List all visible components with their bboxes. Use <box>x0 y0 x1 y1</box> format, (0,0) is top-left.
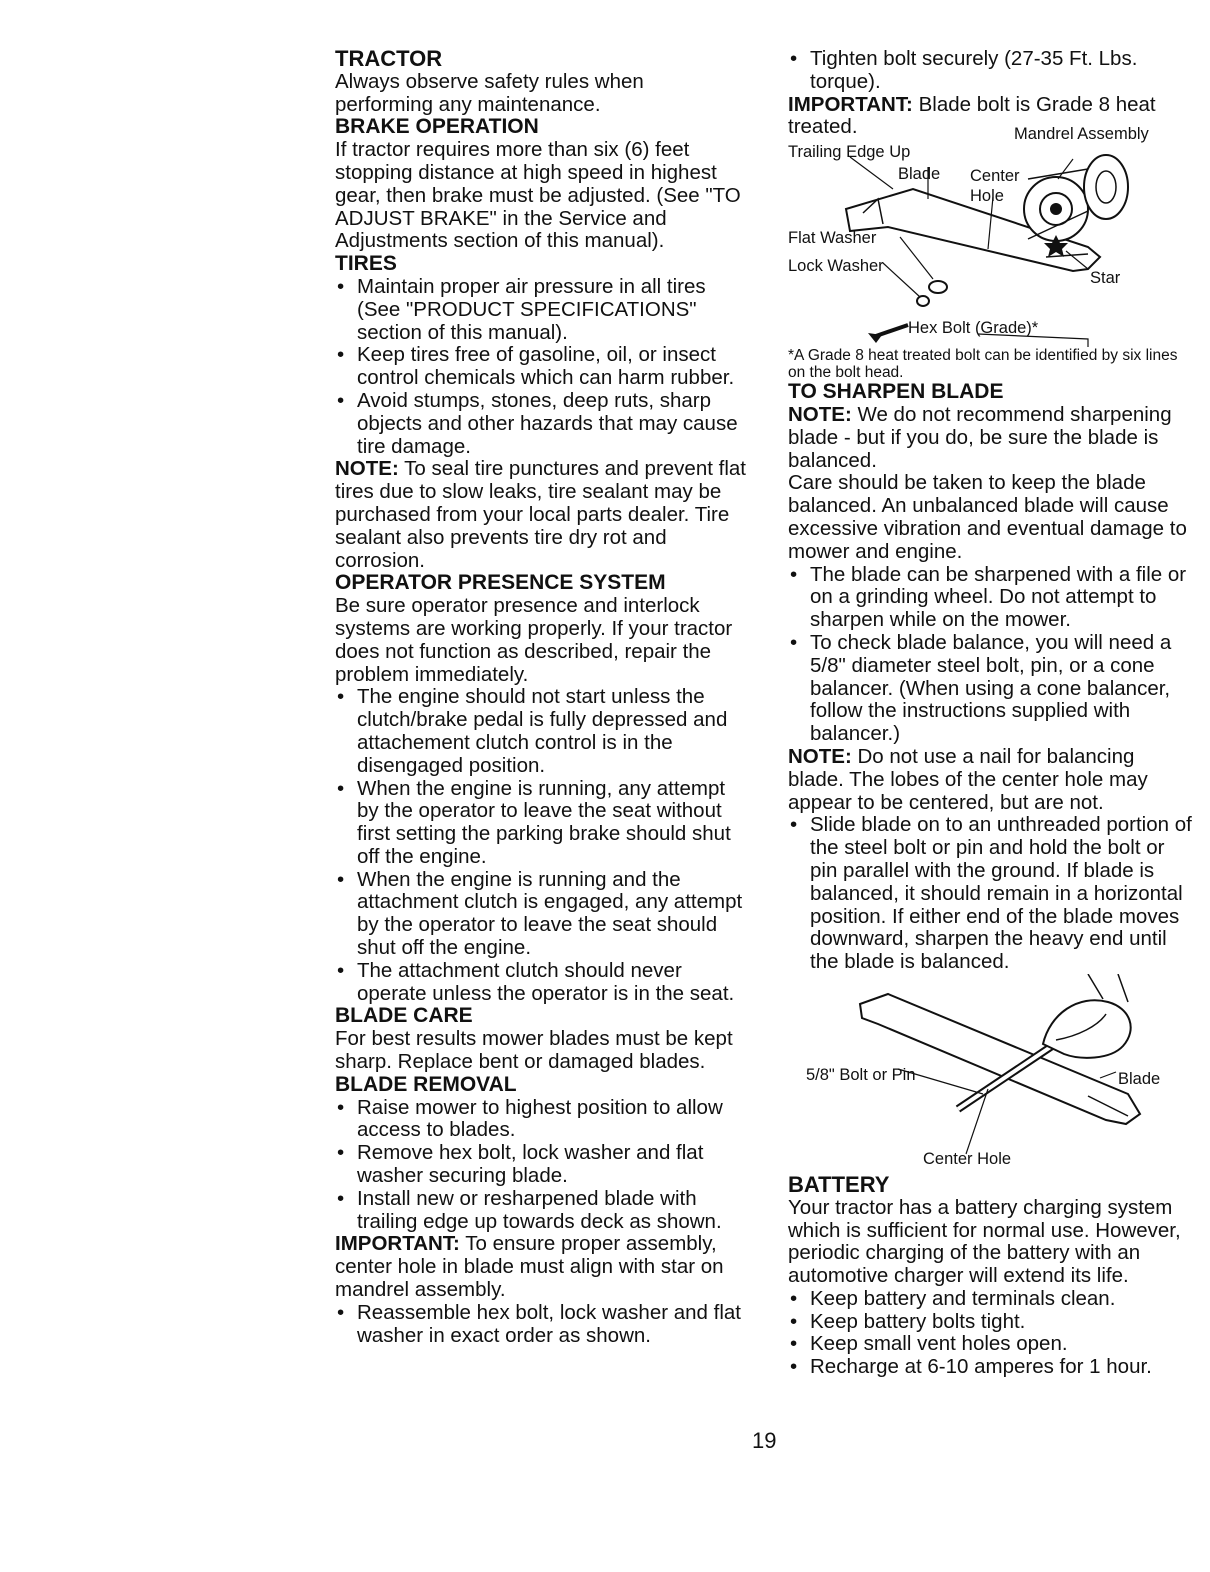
tires-note <box>335 458 747 572</box>
flat-washer-label: Flat Washer <box>788 229 877 248</box>
hole-label: Hole <box>970 187 1004 206</box>
list-item: • Maintain proper air pressure in all tires (See "PRODUCT SPECIFICATIONS" section of this manual). <box>335 276 747 344</box>
blade-assembly-figure <box>788 125 1193 347</box>
left-column <box>335 48 747 1347</box>
tighten-list <box>788 48 1193 94</box>
bolt-or-pin-label: 5/8" Bolt or Pin <box>806 1065 916 1084</box>
lock-washer-label: Lock Washer <box>788 257 884 276</box>
note-label: NOTE: <box>788 402 852 426</box>
battery-list <box>788 1288 1193 1379</box>
blade-balance-figure <box>788 974 1193 1174</box>
reassemble-list <box>335 1302 747 1348</box>
operator-presence-list <box>335 686 747 1005</box>
trailing-edge-label: Trailing Edge Up <box>788 143 911 162</box>
list-item: • Keep battery and terminals clean. <box>788 1288 1193 1311</box>
star-label: Star <box>1090 269 1121 288</box>
right-column <box>788 48 1193 1379</box>
list-item: • The blade can be sharpened with a file or on a grinding wheel. Do not attempt to sharpen while on the mower. <box>788 564 1193 632</box>
blade-label: Blade <box>898 165 941 184</box>
list-item: • Reassemble hex bolt, lock washer and flat washer in exact order as shown. <box>335 1302 747 1348</box>
list-item: • Remove hex bolt, lock washer and flat washer securing blade. <box>335 1142 747 1188</box>
note-text: We do not recommend sharpening blade - but if you do, be sure the blade is balanced. <box>788 402 1172 472</box>
sharpen-text: Care should be taken to keep the blade balanced. An unbalanced blade will cause excessive vibration and eventual damage to mower and engine. <box>788 471 1187 563</box>
operator-presence-text: Be sure operator presence and interlock systems are working properly. If your tractor does not function as described, repair the problem immediately. <box>335 594 733 686</box>
tractor-intro: Always observe safety rules when performing any maintenance. <box>335 69 644 116</box>
sharpen-list <box>788 564 1193 746</box>
blade-removal-heading: BLADE REMOVAL <box>335 1072 517 1096</box>
important-label: IMPORTANT: <box>335 1232 460 1256</box>
important-text: Blade bolt is Grade 8 heat treated. <box>788 92 1156 139</box>
list-item: • The attachment clutch should never operate unless the operator is in the seat. <box>335 960 747 1006</box>
list-item: • The engine should not start unless the clutch/brake pedal is fully depressed and attachement clutch control is in the disengaged position. <box>335 686 747 777</box>
list-item: • Keep tires free of gasoline, oil, or insect control chemicals which can harm rubber. <box>335 344 747 390</box>
center-label: Center <box>970 167 1020 186</box>
brake-operation-heading: BRAKE OPERATION <box>335 115 539 139</box>
list-item: • Slide blade on to an unthreaded portion of the steel bolt or pin and hold the bolt or pin parallel with the ground. If blade is balanced, it should remain in a horizontal position. If either end of the blade moves downward, sharpen the heavy end until the blade is balanced. <box>788 814 1193 974</box>
sharpen-blade-heading: TO SHARPEN BLADE <box>788 380 1004 404</box>
tires-list <box>335 276 747 458</box>
mandrel-assembly-label: Mandrel Assembly <box>1014 125 1149 144</box>
center-hole-label: Center Hole <box>923 1149 1012 1168</box>
note-text: Do not use a nail for balancing blade. The lobes of the center hole may appear to be centered, but are not. <box>788 744 1148 814</box>
page-number: 19 <box>752 1428 777 1453</box>
hex-bolt-label: Hex Bolt (Grade)* <box>908 319 1039 338</box>
grade-footnote: *A Grade 8 heat treated bolt can be identified by six lines on the bolt head. <box>788 347 1178 382</box>
battery-text: Your tractor has a battery charging system which is sufficient for normal use. However, periodic charging of the battery with an automotive charger will extend its life. <box>788 1195 1181 1288</box>
blade-removal-list <box>335 1097 747 1234</box>
important-text: To ensure proper assembly, center hole in blade must align with star on mandrel assembly. <box>335 1232 724 1302</box>
list-item: • Tighten bolt securely (27-35 Ft. Lbs. torque). <box>788 48 1193 94</box>
tractor-heading: TRACTOR <box>335 46 443 71</box>
tires-heading: TIRES <box>335 252 397 276</box>
important-note <box>335 1233 747 1301</box>
list-item: • Avoid stumps, stones, deep ruts, sharp objects and other hazards that may cause tire damage. <box>335 390 747 458</box>
slide-list <box>788 814 1193 974</box>
list-item: • Raise mower to highest position to allow access to blades. <box>335 1097 747 1143</box>
important-label: IMPORTANT: <box>788 92 913 116</box>
note-label: NOTE: <box>335 457 399 481</box>
list-item: • Keep small vent holes open. <box>788 1333 1193 1356</box>
blade-care-text: For best results mower blades must be kept sharp. Replace bent or damaged blades. <box>335 1027 733 1074</box>
battery-heading: BATTERY <box>788 1171 890 1197</box>
list-item: • Keep battery bolts tight. <box>788 1311 1193 1334</box>
note-label: NOTE: <box>788 744 852 768</box>
sharpen-note <box>788 404 1193 472</box>
list-item: • Install new or resharpened blade with trailing edge up towards deck as shown. <box>335 1188 747 1234</box>
nail-note <box>788 746 1193 814</box>
brake-operation-text: If tractor requires more than six (6) feet stopping distance at high speed in highest gear, then brake must be adjusted. (See "TO ADJUST BRAKE" in the Service and Adjustments section of this manual). <box>335 138 741 253</box>
blade-label-2: Blade <box>1118 1069 1161 1088</box>
operator-presence-heading: OPERATOR PRESENCE SYSTEM <box>335 571 666 595</box>
blade-care-heading: BLADE CARE <box>335 1004 473 1028</box>
list-item: • Recharge at 6-10 amperes for 1 hour. <box>788 1356 1193 1379</box>
list-item: • When the engine is running and the attachment clutch is engaged, any attempt by the operator to leave the seat should shut off the engine. <box>335 869 747 960</box>
list-item: • When the engine is running, any attempt by the operator to leave the seat without first setting the parking brake should shut off the engine. <box>335 778 747 869</box>
note-text: To seal tire punctures and prevent flat tires due to slow leaks, tire sealant may be purchased from your local parts dealer. Tire sealant also prevents tire dry rot and corrosion. <box>335 457 746 572</box>
list-item: • To check blade balance, you will need a 5/8" diameter steel bolt, pin, or a cone balancer. (When using a cone balancer, follow the instructions supplied with balancer.) <box>788 632 1193 746</box>
